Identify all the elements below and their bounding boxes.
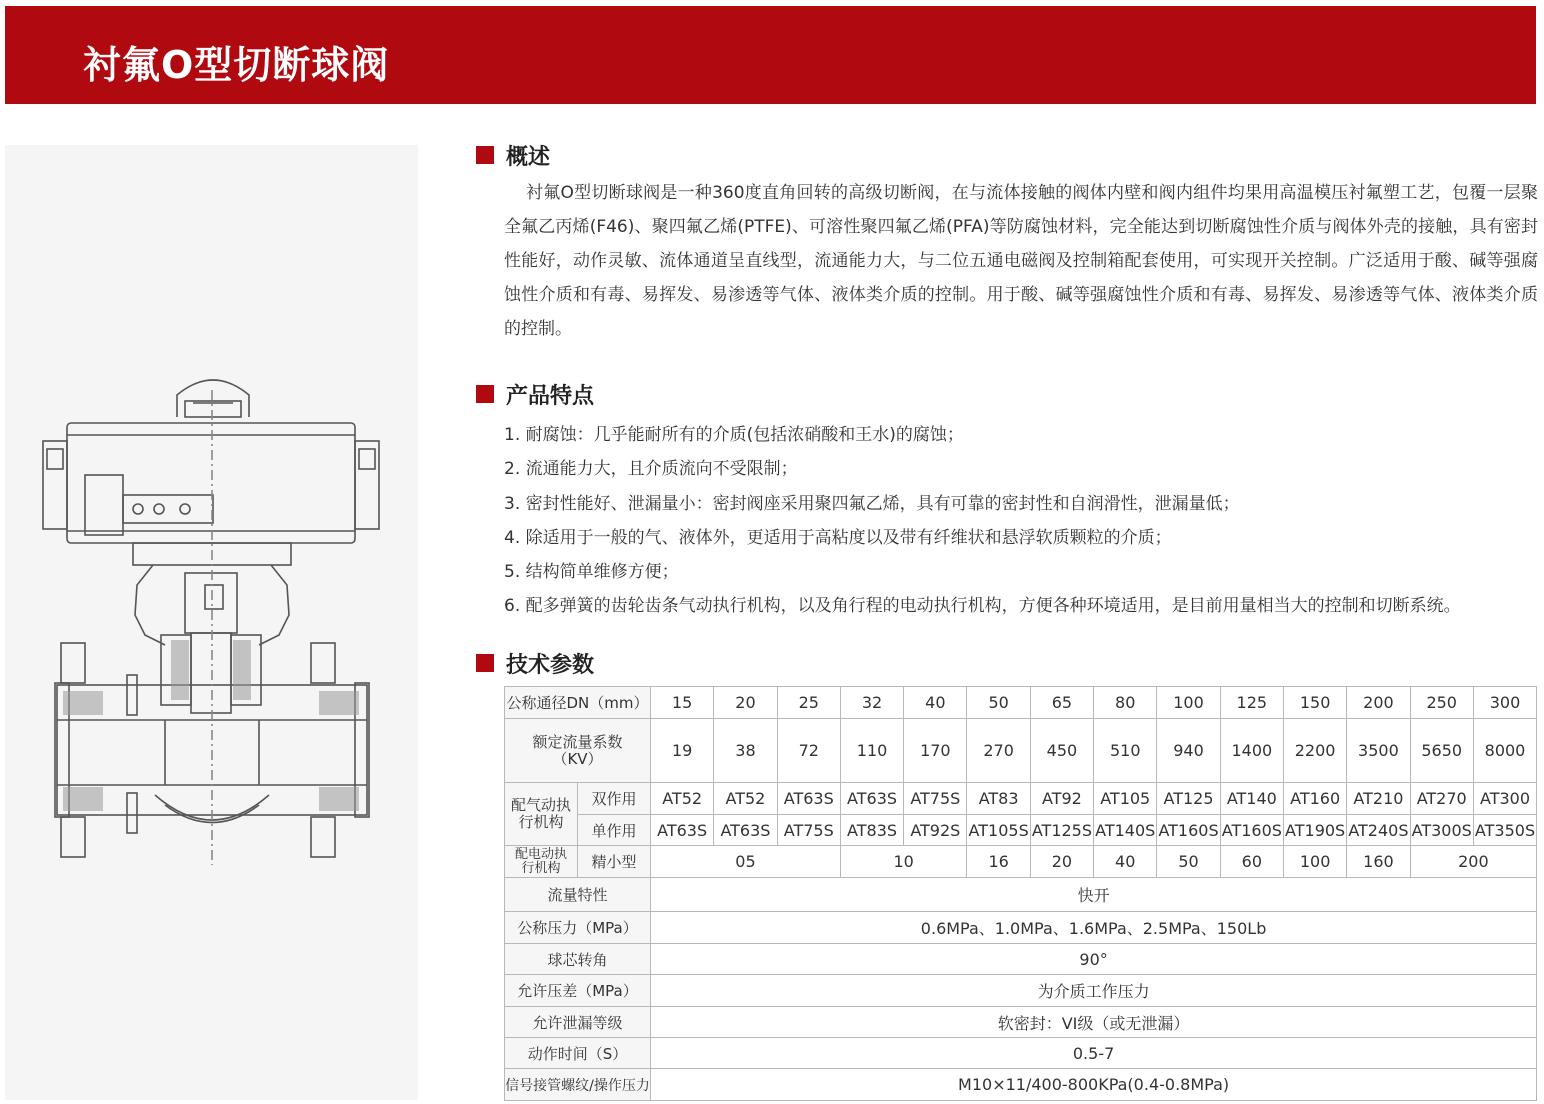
kv-cell: 110 — [840, 719, 903, 783]
table-row — [505, 878, 1537, 912]
electric-cell: 10 — [840, 846, 967, 878]
kv-cell: 450 — [1030, 719, 1093, 783]
table-row — [505, 944, 1537, 975]
dn-cell: 25 — [777, 687, 840, 719]
double-cell: AT160 — [1283, 783, 1346, 815]
compact-label: 精小型 — [578, 846, 651, 878]
dn-cell: 80 — [1094, 687, 1157, 719]
kv-cell: 270 — [967, 719, 1030, 783]
single-cell: AT300S — [1410, 815, 1473, 846]
electric-cell: 200 — [1410, 846, 1537, 878]
single-cell: AT75S — [777, 815, 840, 846]
feature-item: 2. 流通能力大，且介质流向不受限制； — [504, 459, 798, 480]
row-label: 公称压力（MPa） — [505, 912, 651, 944]
double-cell: AT63S — [840, 783, 903, 815]
section-marker-icon — [476, 146, 494, 164]
row-value: 快开 — [651, 878, 1537, 912]
kv-cell: 19 — [651, 719, 714, 783]
dn-cell: 125 — [1220, 687, 1283, 719]
double-cell: AT83 — [967, 783, 1030, 815]
double-cell: AT92 — [1030, 783, 1093, 815]
kv-cell: 510 — [1094, 719, 1157, 783]
overview-heading — [476, 141, 550, 169]
electric-cell: 60 — [1220, 846, 1283, 878]
double-cell: AT140 — [1220, 783, 1283, 815]
single-cell: AT83S — [840, 815, 903, 846]
double-cell: AT105 — [1094, 783, 1157, 815]
row-label: 允许泄漏等级 — [505, 1007, 651, 1038]
dn-cell: 40 — [904, 687, 967, 719]
row-value: 90° — [651, 944, 1537, 975]
single-cell: AT350S — [1473, 815, 1536, 846]
single-cell: AT92S — [904, 815, 967, 846]
feature-item: 4. 除适用于一般的气、液体外，更适用于高粘度以及带有纤维状和悬浮软质颗粒的介质； — [504, 527, 1172, 548]
dn-cell: 65 — [1030, 687, 1093, 719]
dn-cell: 150 — [1283, 687, 1346, 719]
kv-cell: 3500 — [1347, 719, 1410, 783]
double-cell: AT52 — [651, 783, 714, 815]
dn-cell: 200 — [1347, 687, 1410, 719]
dn-cell: 100 — [1157, 687, 1220, 719]
electric-cell: 100 — [1283, 846, 1346, 878]
table-row — [505, 1069, 1537, 1101]
kv-cell: 5650 — [1410, 719, 1473, 783]
single-cell: AT140S — [1094, 815, 1157, 846]
row-label: 信号接管螺纹/操作压力 — [505, 1069, 651, 1101]
feature-item: 5. 结构简单维修方便； — [504, 562, 679, 583]
table-row — [505, 1007, 1537, 1038]
valve-drawing-panel — [5, 145, 418, 1100]
electric-label: 配电动执行机构 — [505, 846, 578, 878]
electric-cell: 16 — [967, 846, 1030, 878]
dn-cell: 20 — [714, 687, 777, 719]
pneumatic-label: 配气动执行机构 — [505, 783, 578, 846]
valve-cross-section-drawing — [5, 145, 418, 1100]
section-marker-icon — [476, 654, 494, 672]
single-cell: AT63S — [651, 815, 714, 846]
row-label: 允许压差（MPa） — [505, 975, 651, 1007]
row-value: M10×11/400-800KPa(0.4-0.8MPa) — [651, 1069, 1537, 1101]
single-cell: AT190S — [1283, 815, 1346, 846]
table-row-double-acting — [505, 783, 1537, 815]
electric-cell: 20 — [1030, 846, 1093, 878]
row-value: 0.6MPa、1.0MPa、1.6MPa、2.5MPa、150Lb — [651, 912, 1537, 944]
row-value: 0.5-7 — [651, 1038, 1537, 1069]
dn-cell: 250 — [1410, 687, 1473, 719]
row-label: 球芯转角 — [505, 944, 651, 975]
table-row-dn — [505, 687, 1537, 719]
double-cell: AT52 — [714, 783, 777, 815]
table-row — [505, 912, 1537, 944]
electric-cell: 50 — [1157, 846, 1220, 878]
kv-cell: 38 — [714, 719, 777, 783]
kv-cell: 8000 — [1473, 719, 1536, 783]
kv-cell: 1400 — [1220, 719, 1283, 783]
page-title: 衬氟O型切断球阀 — [83, 43, 390, 87]
table-row-kv — [505, 719, 1537, 783]
dn-cell: 32 — [840, 687, 903, 719]
single-label: 单作用 — [578, 815, 651, 846]
feature-item: 3. 密封性能好、泄漏量小：密封阀座采用聚四氟乙烯，具有可靠的密封性和自润滑性，泄漏量低； — [504, 493, 1240, 514]
kv-cell: 170 — [904, 719, 967, 783]
row-value: 为介质工作压力 — [651, 975, 1537, 1007]
feature-item: 1. 耐腐蚀：几乎能耐所有的介质(包括浓硝酸和王水)的腐蚀； — [504, 425, 964, 445]
double-cell: AT270 — [1410, 783, 1473, 815]
table-row — [505, 1038, 1537, 1069]
specs-title: 技术参数 — [506, 652, 595, 678]
kv-cell: 940 — [1157, 719, 1220, 783]
double-label: 双作用 — [578, 783, 651, 815]
dn-cell: 50 — [967, 687, 1030, 719]
electric-cell: 40 — [1094, 846, 1157, 878]
single-cell: AT160S — [1220, 815, 1283, 846]
row-value: 软密封：VI级（或无泄漏） — [651, 1007, 1537, 1038]
double-cell: AT210 — [1347, 783, 1410, 815]
section-marker-icon — [476, 385, 494, 403]
single-cell: AT125S — [1030, 815, 1093, 846]
row-label: 流量特性 — [505, 878, 651, 912]
features-list — [504, 418, 1461, 624]
table-row-single-acting — [505, 815, 1537, 846]
kv-cell: 2200 — [1283, 719, 1346, 783]
double-cell: AT63S — [777, 783, 840, 815]
dn-label: 公称通径DN（mm） — [505, 687, 651, 719]
dn-cell: 15 — [651, 687, 714, 719]
single-cell: AT105S — [967, 815, 1030, 846]
table-row-electric — [505, 846, 1537, 878]
double-cell: AT75S — [904, 783, 967, 815]
header-band — [5, 6, 1536, 104]
row-label: 动作时间（S） — [505, 1038, 651, 1069]
dn-cell: 300 — [1473, 687, 1536, 719]
table-row — [505, 975, 1537, 1007]
overview-text: 衬氟O型切断球阀是一种360度直角回转的高级切断阀，在与流体接触的阀体内壁和阀内组件均果用高温模压衬氟塑工艺，包覆一层聚全氟乙丙烯(F46)、聚四氟乙烯(PTFE)、可溶性聚四氟乙烯(PFA)等防腐蚀材料，完全能达到切断腐蚀性介质与阀体外壳的接触，具有密封性能好，动作灵敏、流体通道呈直线型，流通能力大，与二位五通电磁阀及控制箱配套使用，可实现开关控制。广泛适用于酸、碱等强腐蚀性介质和有毒、易挥发、易渗透等气体、液体类介质的控制。用于酸、碱等强腐蚀性介质和有毒、易挥发、易渗透等气体、液体类介质的控制。 — [504, 183, 1538, 339]
overview-title: 概述 — [506, 144, 551, 170]
spec-table — [504, 686, 1537, 1101]
specs-heading — [476, 649, 594, 677]
double-cell: AT300 — [1473, 783, 1536, 815]
single-cell: AT160S — [1157, 815, 1220, 846]
kv-cell: 72 — [777, 719, 840, 783]
feature-item: 6. 配多弹簧的齿轮齿条气动执行机构，以及角行程的电动执行机构，方便各种环境适用，是目前用量相当大的控制和切断系统。 — [504, 596, 1461, 617]
single-cell: AT63S — [714, 815, 777, 846]
single-cell: AT240S — [1347, 815, 1410, 846]
electric-cell: 05 — [651, 846, 841, 878]
double-cell: AT125 — [1157, 783, 1220, 815]
kv-label: 额定流量系数（KV） — [505, 719, 651, 783]
features-heading — [476, 380, 594, 408]
electric-cell: 160 — [1347, 846, 1410, 878]
features-title: 产品特点 — [506, 383, 595, 409]
